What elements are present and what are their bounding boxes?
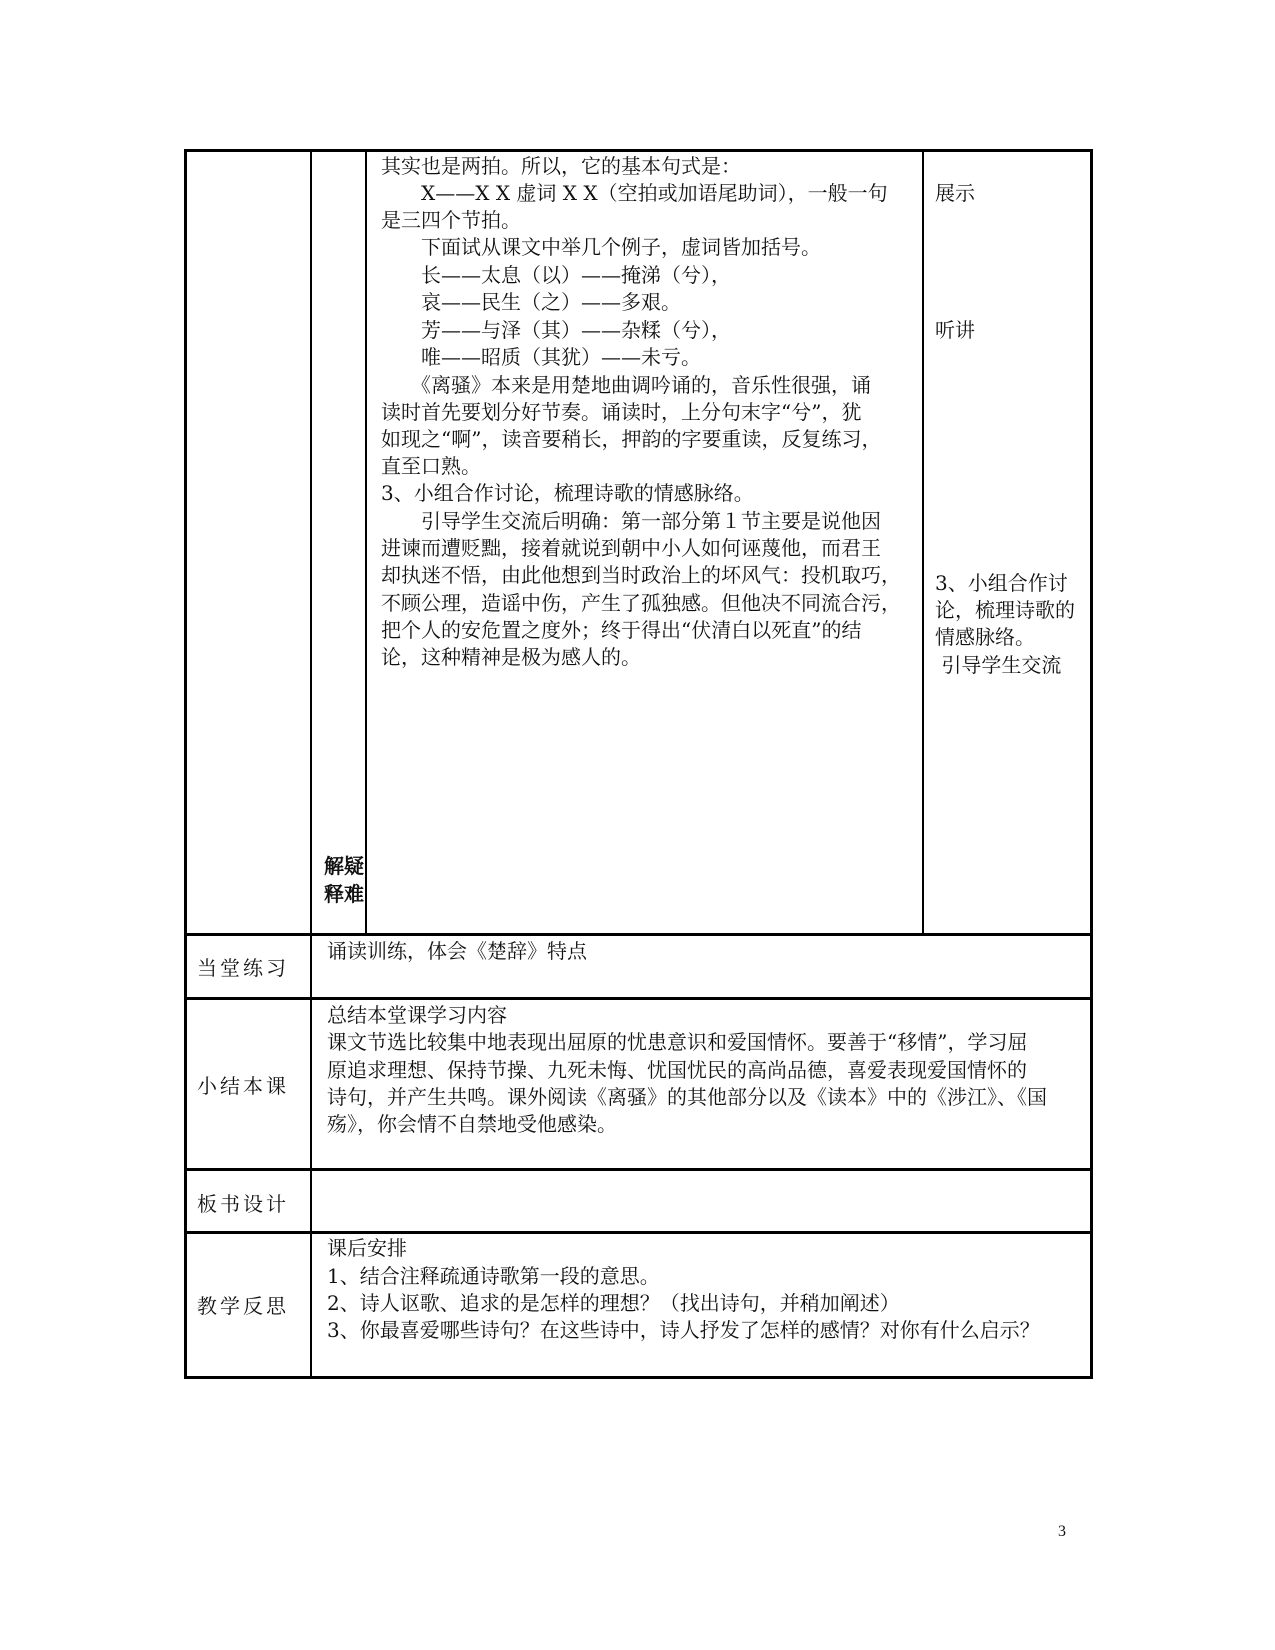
- summary-line: 诗句，并产生共鸣。课外阅读《离骚》的其他部分以及《读本》中的《涉江》、《国: [327, 1085, 1047, 1109]
- row-divider-3: [184, 1168, 1093, 1171]
- activity-line: 3、小组合作讨: [935, 571, 1068, 595]
- row-label-board: 板书设计: [197, 1192, 289, 1216]
- activity-line: 情感脉络。: [935, 625, 1035, 649]
- content-line: 长——太息（以）——掩涕（兮），: [381, 263, 731, 287]
- practice-text: 诵读训练，体会《楚辞》特点: [327, 939, 587, 963]
- content-line: X——X X 虚词 X X（空拍或加语尾助词），一般一句: [381, 181, 888, 205]
- summary-line: 殇》，你会情不自禁地受他感染。: [327, 1112, 617, 1136]
- content-line: 进谏而遭贬黜，接着就说到朝中小人如何诬蔑他，而君王: [381, 536, 881, 560]
- row-divider-2: [184, 997, 1093, 1000]
- content-line: 引导学生交流后明确：第一部分第１节主要是说他因: [381, 509, 881, 533]
- activity-line: 引导学生交流: [935, 653, 1062, 677]
- summary-line: 课文节选比较集中地表现出屈原的忧患意识和爱国情怀。要善于“移情”，学习屈: [327, 1030, 1028, 1054]
- row-divider-4: [184, 1231, 1093, 1234]
- content-line: 芳——与泽（其）——杂糅（兮），: [381, 318, 731, 342]
- page-number: 3: [1058, 1523, 1066, 1540]
- summary-line: 总结本堂课学习内容: [327, 1003, 507, 1027]
- content-line: 如现之“啊”，读音要稍长，押韵的字要重读，反复练习，: [381, 427, 882, 451]
- content-line: 唯——昭质（其犹）——未亏。: [381, 345, 701, 369]
- row-label-reflection: 教学反思: [197, 1294, 289, 1318]
- activity-line: 论，梳理诗歌的: [935, 598, 1075, 622]
- activity-listen: 听讲: [935, 318, 975, 342]
- row-label-summary: 小结本课: [197, 1074, 289, 1098]
- row-divider-1: [184, 933, 1093, 936]
- reflection-line: 3、你最喜爱哪些诗句？在这些诗中，诗人抒发了怎样的感情？对你有什么启示？: [327, 1318, 1040, 1342]
- col-divider-activity: [922, 149, 924, 935]
- content-line: 直至口熟。: [381, 454, 481, 478]
- content-line: 论，这种精神是极为感人的。: [381, 645, 641, 669]
- content-line: 却执迷不悟，由此他想到当时政治上的坏风气：投机取巧，: [381, 563, 901, 587]
- content-line: 是三四个节拍。: [381, 208, 521, 232]
- content-line: 不顾公理，造谣中伤，产生了孤独感。但他决不同流合污，: [381, 591, 901, 615]
- content-line: 《离骚》本来是用楚地曲调吟诵的，音乐性很强，诵: [381, 373, 871, 397]
- row-label-practice: 当堂练习: [197, 956, 289, 980]
- reflection-line: 课后安排: [327, 1236, 407, 1260]
- content-line: 其实也是两拍。所以，它的基本句式是：: [381, 154, 741, 178]
- content-line: 哀——民生（之）——多艰。: [381, 290, 681, 314]
- summary-line: 原追求理想、保持节操、九死未悔、忧国忧民的高尚品德，喜爱表现爱国情怀的: [327, 1058, 1027, 1082]
- col-divider-label: [310, 149, 312, 1379]
- activity-show: 展示: [935, 181, 975, 205]
- content-line: 读时首先要划分好节奏。诵读时，上分句末字“兮”，犹: [381, 400, 862, 424]
- reflection-line: 1、结合注释疏通诗歌第一段的意思。: [327, 1264, 660, 1288]
- stage-label-line1: 解疑: [324, 854, 364, 878]
- content-line: 把个人的安危置之度外；终于得出“伏清白以死直”的结: [381, 618, 862, 642]
- content-line: 3、小组合作讨论，梳理诗歌的情感脉络。: [381, 481, 754, 505]
- col-divider-stage: [365, 149, 367, 935]
- stage-label-line2: 释难: [324, 882, 364, 906]
- reflection-line: 2、诗人讴歌、追求的是怎样的理想？（找出诗句，并稍加阐述）: [327, 1291, 900, 1315]
- content-line: 下面试从课文中举几个例子，虚词皆加括号。: [381, 235, 821, 259]
